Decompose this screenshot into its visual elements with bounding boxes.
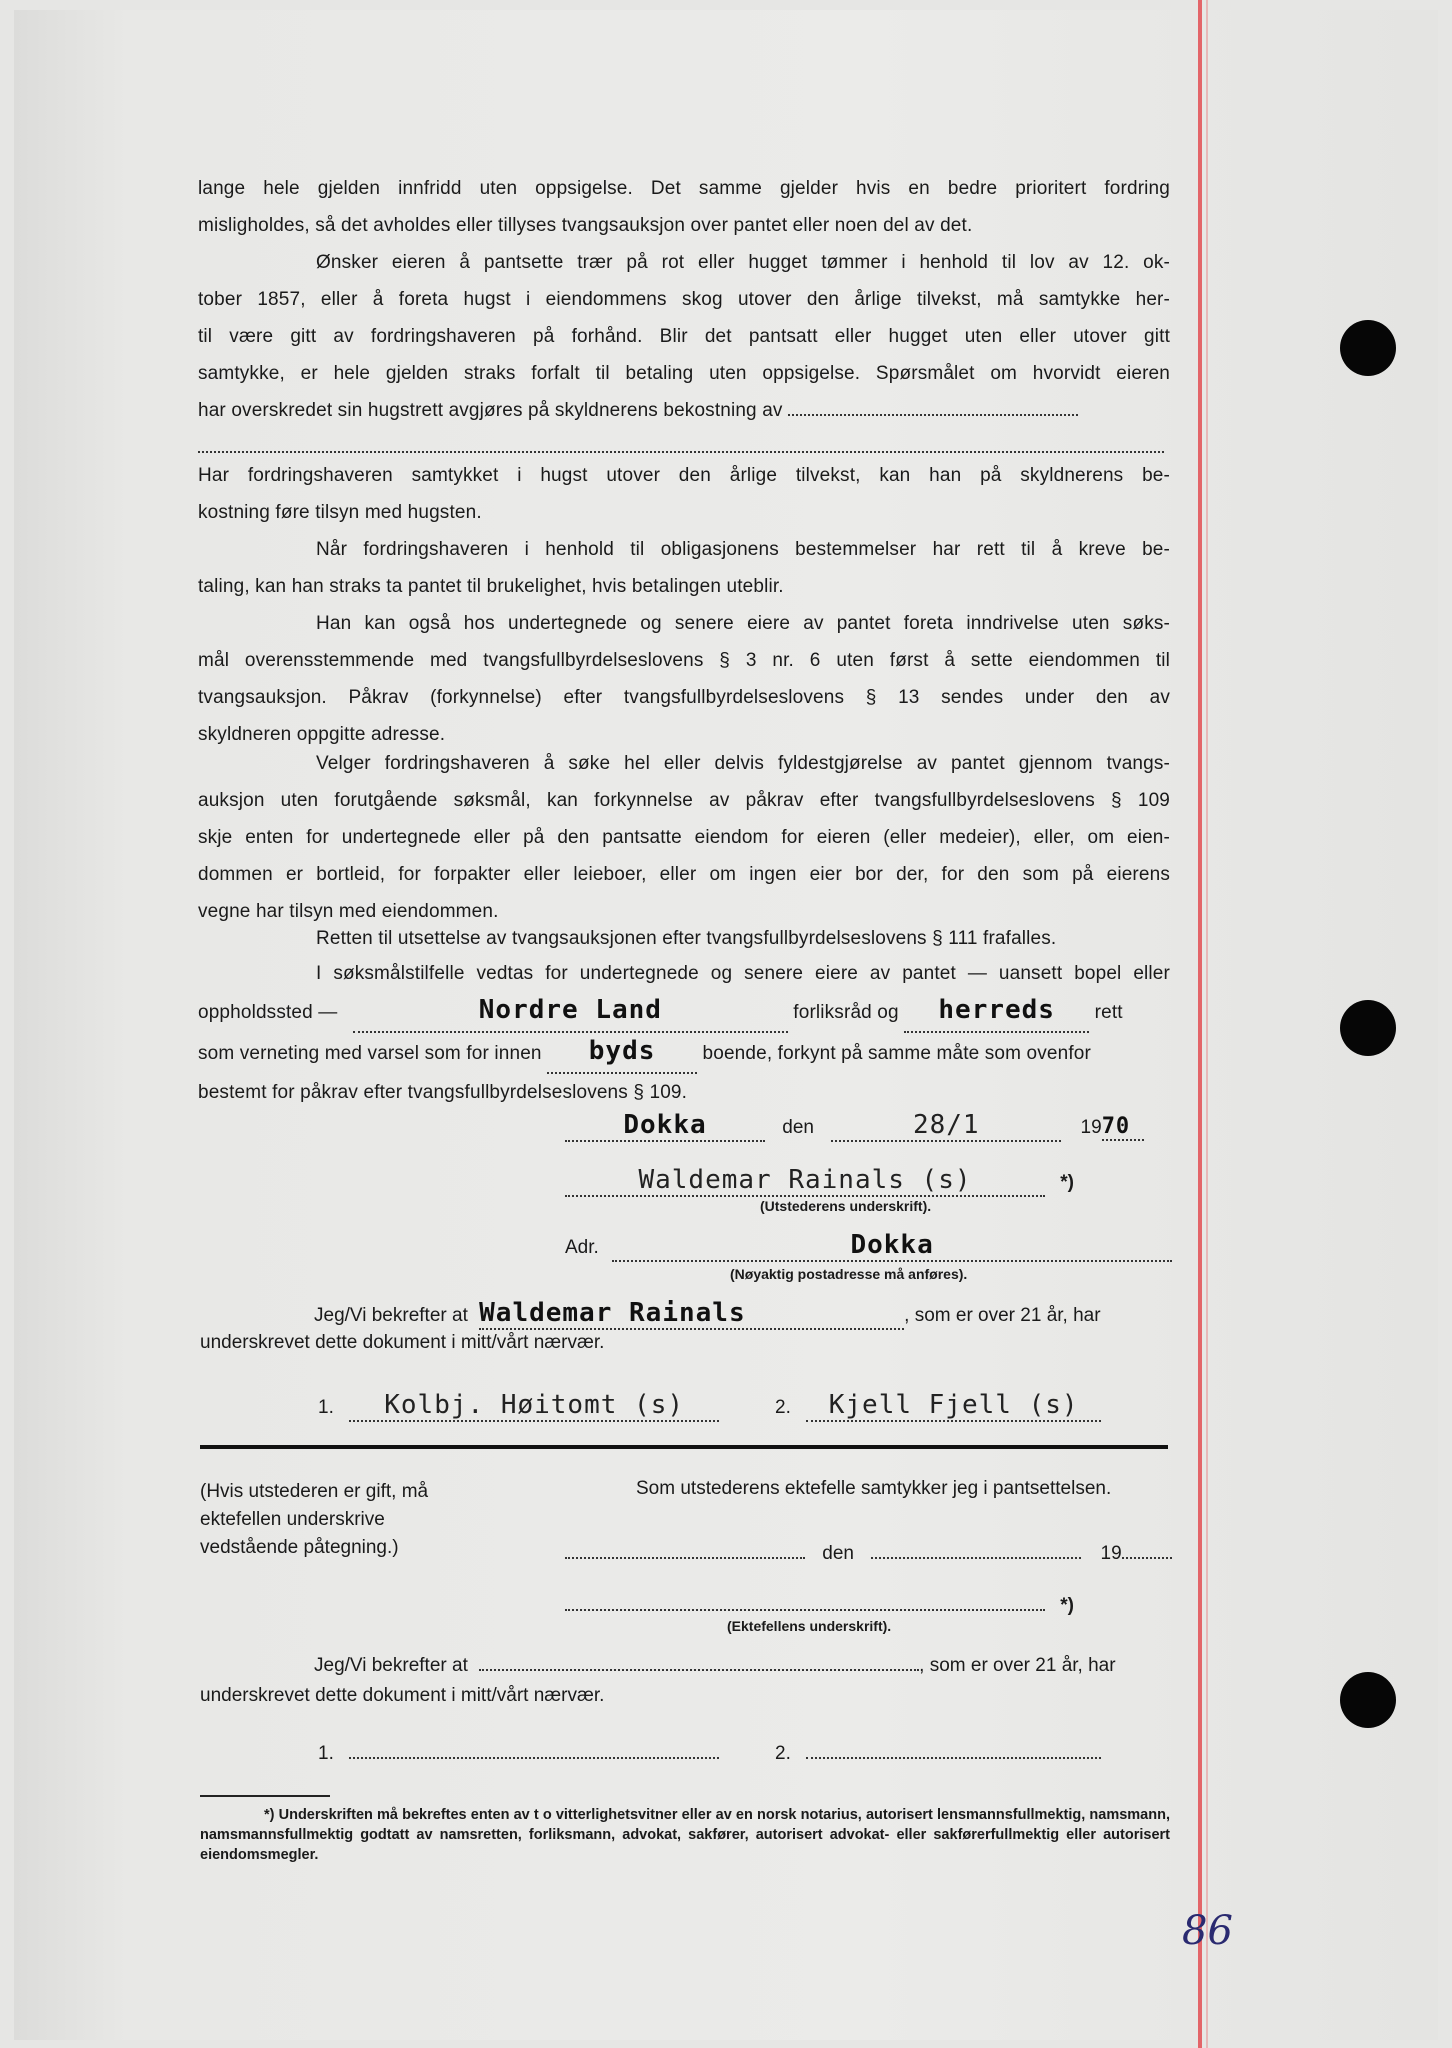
text-line: Velger fordringshaveren å søke hel eller delvis fyldestgjørelse av pantet gjennom tvangs- — [316, 753, 1170, 774]
text-fragment: rett — [1094, 1002, 1123, 1023]
text-line: til være gitt av fordringshaveren på forhånd. Blir det pantsatt eller hugget uten eller utover gitt — [198, 326, 1170, 347]
text-line: bestemt for påkrav efter tvangsfullbyrdelseslovens § 109. — [198, 1082, 688, 1103]
punch-hole-top — [1340, 320, 1396, 376]
spouse-place-field — [565, 1557, 805, 1559]
witnessed-name-field — [479, 1298, 904, 1330]
witness-2 — [775, 1390, 1101, 1422]
paragraph-1 — [198, 170, 1170, 244]
asterisk-marker: *) — [1060, 1595, 1075, 1616]
witness-number: 1. — [318, 1743, 334, 1764]
handwritten-year: 70 — [1101, 1114, 1131, 1139]
spouse-witnessed-name-field — [479, 1669, 919, 1671]
text-line: mål overensstemmende med tvangsfullbyrdelseslovens § 3 nr. 6 uten først å sette eiendommen til — [198, 650, 1170, 671]
asterisk-marker: *) — [1060, 1172, 1075, 1193]
spouse-caption: (Ektefellens underskrift). — [727, 1618, 892, 1634]
text-line: lange hele gjelden innfridd uten oppsigelse. Det samme gjelder hvis en bedre prioritert fordring — [198, 178, 1170, 199]
text-line: har overskredet sin hugstrett avgjøres på skyldnerens bekostning av — [198, 400, 783, 421]
handwritten-address: Dokka — [850, 1230, 934, 1260]
spouse-place-date-line — [565, 1543, 1172, 1565]
spouse-consent-text: Som utstederens ektefelle samtykker jeg i pantsettelsen. — [636, 1478, 1112, 1499]
paragraph-3 — [198, 457, 1170, 531]
confirm-text: underskrevet dette dokument i mitt/vårt nærvær. — [200, 1332, 605, 1353]
issuer-signature-field — [565, 1165, 1045, 1197]
spouse-year-field — [1122, 1557, 1172, 1559]
confirm-text: , som er over 21 år, har — [904, 1305, 1101, 1326]
paragraph-8 — [198, 955, 1170, 1111]
text-line: tvangsauksjon. Påkrav (forkynnelse) efter tvangsfullbyrdelseslovens § 13 sendes under den av — [198, 687, 1170, 708]
footnote: *) Underskriften må bekreftes enten av t o vitterlighetsvitner eller av en norsk notarius, autorisert lensmannsfullmektig, namsmann, namsmannsfullmektig godtatt av namsretten, forliksmann, advokat, sakfører, autorisert advokat- eller sakførerfullmektig eller autorisert eiendomsmegler. — [200, 1807, 1170, 1863]
text-fragment: boende, forkynt på samme måte som ovenfor — [702, 1043, 1091, 1064]
text-line: I søksmålstilfelle vedtas for undertegnede og senere eiere av pantet — uansett bopel eller — [316, 963, 1170, 984]
typed-issuer-signature: Waldemar Rainals (s) — [638, 1165, 972, 1195]
text-line: taling, kan han straks ta pantet til brukelighet, hvis betalingen uteblir. — [198, 576, 784, 597]
witness-number: 2. — [775, 1397, 791, 1418]
address-field — [612, 1230, 1172, 1262]
text-fragment: oppholdssted — — [198, 1002, 338, 1023]
text-line: skyldneren oppgitte adresse. — [198, 724, 446, 745]
witness-1-field — [349, 1390, 719, 1422]
address-caption: (Nøyaktig postadresse må anføres). — [730, 1266, 968, 1282]
text-line: samtykke, er hele gjelden straks forfalt til betaling uten oppsigelse. Spørsmålet om hvorvidt eieren — [198, 363, 1170, 384]
den-label: den — [822, 1543, 854, 1564]
blank-fill-line — [788, 414, 1078, 416]
handwritten-witnessed-name: Waldemar Rainals — [479, 1298, 746, 1328]
handwritten-page-number: 86 — [1182, 1908, 1233, 1954]
spouse-witness-1-field — [349, 1757, 719, 1759]
spouse-signature-line — [565, 1595, 1074, 1617]
paragraph-5 — [198, 605, 1170, 753]
paragraph-2 — [198, 244, 1170, 466]
spouse-date-field — [871, 1557, 1081, 1559]
text-line: vegne har tilsyn med eiendommen. — [198, 901, 499, 922]
spouse-witness-1 — [318, 1743, 719, 1765]
handwritten-forliksrad: Nordre Land — [478, 995, 662, 1025]
confirm-text: , som er over 21 år, har — [919, 1655, 1116, 1676]
text-line: Når fordringshaveren i henhold til obligasjonens bestemmelser har rett til å kreve be- — [316, 539, 1170, 560]
text-line: kostning føre tilsyn med hugsten. — [198, 502, 482, 523]
address-line — [565, 1230, 1172, 1262]
text-line: auksjon uten forutgående søksmål, kan forkynnelse av påkrav efter tvangsfullbyrdelseslovens § 109 — [198, 790, 1170, 811]
red-margin-line — [1198, 0, 1202, 2048]
text-line: skje enten for undertegnede eller på den pantsatte eiendom for eieren (eller medeier), eller, om eien- — [198, 827, 1170, 848]
year-field — [1102, 1114, 1144, 1141]
witness-number: 2. — [775, 1743, 791, 1764]
spouse-signature-field — [565, 1609, 1045, 1611]
handwritten-innen: byds — [588, 1036, 656, 1066]
footnote-rule — [200, 1795, 330, 1797]
spouse-witness-2-field — [806, 1757, 1101, 1759]
witness-2-field — [806, 1390, 1101, 1422]
text-line: Ønsker eieren å pantsette trær på rot eller hugget tømmer i henhold til lov av 12. ok- — [316, 252, 1170, 273]
typed-witness-2: Kjell Fjell (s) — [828, 1390, 1079, 1420]
confirm-text: Jeg/Vi bekrefter at — [314, 1305, 468, 1326]
text-line: Han kan også hos undertegnede og senere eiere av pantet foreta inndrivelse uten søks- — [316, 613, 1170, 634]
text-line: misligholdes, så det avholdes eller tillyses tvangsauksjon over pantet eller noen del av det. — [198, 215, 973, 236]
red-margin-line-shadow — [1206, 0, 1208, 2048]
year-prefix: 19 — [1080, 1117, 1102, 1138]
place-field — [565, 1110, 765, 1142]
address-label: Adr. — [565, 1237, 599, 1258]
den-label: den — [782, 1117, 814, 1138]
punch-hole-middle — [1340, 1000, 1396, 1056]
spouse-witness-confirm-line — [314, 1655, 1116, 1677]
witness-confirm-line — [314, 1298, 1101, 1330]
text-line: tober 1857, eller å foreta hugst i eiendommens skog utover den årlige tilvekst, må samtykke her- — [198, 289, 1170, 310]
punch-hole-bottom — [1340, 1672, 1396, 1728]
witness-1 — [318, 1390, 719, 1422]
spouse-note: (Hvis utstederen er gift, må ektefellen underskrive vedstående påtegning.) — [200, 1481, 429, 1558]
forliksrad-field — [353, 992, 788, 1033]
witness-number: 1. — [318, 1397, 334, 1418]
issuer-signature-line — [565, 1165, 1074, 1197]
text-line: Retten til utsettelse av tvangsauksjonen efter tvangsfullbyrdelseslovens § 111 frafalles. — [316, 928, 1057, 949]
confirm-text: Jeg/Vi bekrefter at — [314, 1655, 468, 1676]
paragraph-6 — [198, 745, 1170, 930]
year-prefix: 19 — [1100, 1543, 1122, 1564]
rett-type-field — [904, 992, 1089, 1033]
typed-date: 28/1 — [912, 1110, 980, 1140]
text-line: dommen er bortleid, for forpakter eller leieboer, eller om ingen eier bor der, for den som på eierens — [198, 864, 1170, 885]
typed-witness-1: Kolbj. Høitomt (s) — [384, 1390, 685, 1420]
handwritten-place: Dokka — [623, 1110, 707, 1140]
handwritten-rett-type: herreds — [938, 995, 1055, 1025]
paragraph-7 — [198, 920, 1170, 957]
confirm-text: underskrevet dette dokument i mitt/vårt nærvær. — [200, 1685, 605, 1706]
date-field — [831, 1110, 1061, 1142]
blank-fill-line — [198, 451, 1164, 453]
section-divider — [200, 1445, 1168, 1449]
text-line: Har fordringshaveren samtykket i hugst utover den årlige tilvekst, kan han på skyldnerens be- — [198, 465, 1170, 486]
paragraph-4 — [198, 531, 1170, 605]
innen-field — [547, 1033, 697, 1074]
issuer-caption: (Utstederens underskrift). — [760, 1198, 932, 1214]
text-fragment: som verneting med varsel som for innen — [198, 1043, 542, 1064]
text-fragment: forliksråd og — [793, 1002, 899, 1023]
place-date-line — [565, 1110, 1144, 1142]
spouse-witness-2 — [775, 1743, 1101, 1765]
